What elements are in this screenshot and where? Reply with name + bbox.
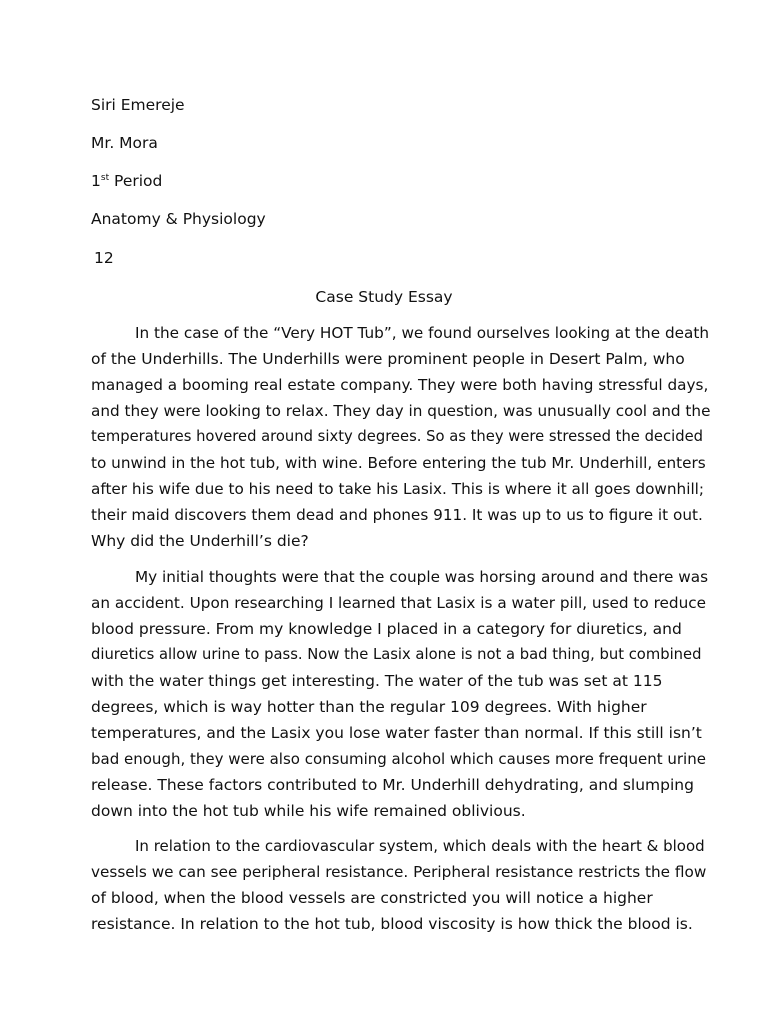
paragraph-2 bbox=[91, 564, 711, 824]
course-name: Anatomy & Physiology bbox=[91, 210, 266, 228]
paragraph-line: vessels we can see peripheral resistance. Peripheral resistance restricts the flow bbox=[91, 863, 707, 881]
paragraph-line: an accident. Upon researching I learned that Lasix is a water pill, used to reduce bbox=[91, 594, 707, 612]
paragraph-line: with the water things get interesting. The water of the tub was set at 115 bbox=[91, 672, 663, 690]
paragraph-line: degrees, which is way hotter than the regular 109 degrees. With higher bbox=[91, 698, 647, 716]
paragraph-line: blood pressure. From my knowledge I placed in a category for diuretics, and bbox=[91, 620, 682, 638]
paragraph-line: My initial thoughts were that the couple was horsing around and there was bbox=[135, 568, 709, 586]
paragraph-line: their maid discovers them dead and phones 911. It was up to us to figure it out. bbox=[91, 506, 703, 524]
paragraph-line: bad enough, they were also consuming alcohol which causes more frequent urine bbox=[91, 750, 706, 768]
paragraph-3 bbox=[91, 833, 711, 937]
paragraph-line: managed a booming real estate company. They were both having stressful days, bbox=[91, 376, 709, 394]
student-name: Siri Emereje bbox=[91, 96, 185, 114]
paragraph-line: and they were looking to relax. They day in question, was unusually cool and the bbox=[91, 402, 711, 420]
date-line: 12 bbox=[94, 249, 114, 267]
paragraph-line: temperatures hovered around sixty degrees. So as they were stressed the decided bbox=[91, 428, 704, 445]
paragraph-line: In relation to the cardiovascular system, which deals with the heart & blood bbox=[135, 837, 705, 855]
paragraph-line: to unwind in the hot tub, with wine. Before entering the tub Mr. Underhill, enters bbox=[91, 454, 706, 472]
page-title: Case Study Essay bbox=[315, 288, 453, 306]
paragraph-line: down into the hot tub while his wife remained oblivious. bbox=[91, 802, 526, 820]
paragraph-line: of blood, when the blood vessels are constricted you will notice a higher bbox=[91, 889, 653, 907]
teacher-name: Mr. Mora bbox=[91, 134, 158, 152]
paragraph-line: release. These factors contributed to Mr. Underhill dehydrating, and slumping bbox=[91, 776, 694, 794]
class-period bbox=[91, 171, 162, 191]
paragraph-line: of the Underhills. The Underhills were prominent people in Desert Palm, who bbox=[91, 350, 685, 368]
period-number: 1 bbox=[91, 172, 101, 190]
paragraph-line: resistance. In relation to the hot tub, blood viscosity is how thick the blood is. bbox=[91, 915, 693, 933]
paragraph-line: after his wife due to his need to take his Lasix. This is where it all goes downhill; bbox=[91, 480, 705, 498]
period-suffix: st bbox=[100, 173, 110, 183]
paragraph-line: Why did the Underhill’s die? bbox=[91, 532, 309, 550]
paragraph-line: temperatures, and the Lasix you lose water faster than normal. If this still isn’t bbox=[91, 724, 702, 742]
paragraph-1 bbox=[91, 320, 711, 554]
paragraph-line: diuretics allow urine to pass. Now the Lasix alone is not a bad thing, but combined bbox=[91, 646, 702, 663]
paragraph-line: In the case of the “Very HOT Tub”, we found ourselves looking at the death bbox=[135, 324, 710, 342]
period-word: Period bbox=[109, 172, 163, 190]
